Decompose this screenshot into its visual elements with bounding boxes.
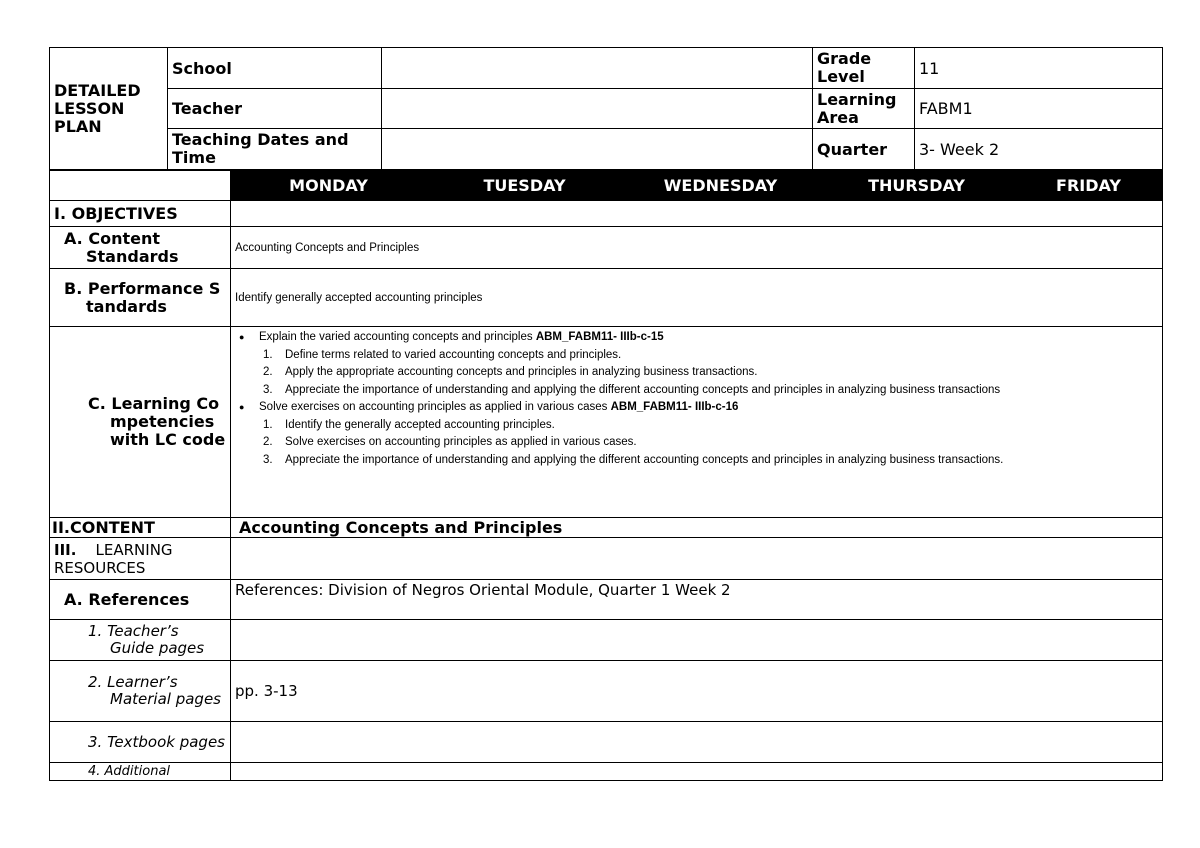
performance-standards-label: B. Performance Standards [50,269,231,327]
teaching-dates-label: Teaching Dates and Time [168,129,382,170]
content-standards-label: A. Content Standards [50,227,231,269]
lesson-plan-header-table [49,47,1163,170]
teachers-guide-value[interactable] [231,620,1163,661]
grade-level-value[interactable]: 11 [915,48,1163,89]
school-field[interactable] [382,48,813,89]
list-item: 3. Appreciate the importance of understanding and applying the different accounting concepts and principles in analyzing business transactions [263,383,1001,396]
competency-text: Solve exercises on accounting principles as applied in various cases [259,401,611,413]
day-tuesday: TUESDAY [427,171,623,201]
teacher-field[interactable] [382,89,813,129]
list-item: 1. Define terms related to varied accounting concepts and principles. [263,348,622,361]
additional-value[interactable] [231,763,1163,781]
competency-item [259,399,1158,469]
competency-item [259,329,1158,399]
additional-label: 4. Additional [50,763,231,781]
resources-text: LEARNING RESOURCES [54,540,173,577]
objectives-heading: I. OBJECTIVES [50,201,231,227]
day-monday: MONDAY [231,171,427,201]
teacher-label: Teacher [168,89,382,129]
learning-resources-value [231,538,1163,580]
plan-title: DETAILED LESSON PLAN [50,48,168,170]
school-label: School [168,48,382,89]
objectives-value [231,201,1163,227]
learning-area-label: Learning Area [813,89,915,129]
quarter-label: Quarter [813,129,915,170]
performance-standards-value: Identify generally accepted accounting principles [231,269,1163,327]
list-item: 1. Identify the generally accepted accounting principles. [263,418,555,431]
lesson-plan-main-table [49,170,1163,781]
competency-code: ABM_FABM11- IIIb-c-15 [535,331,664,343]
competency-subitems [259,347,1158,400]
competency-code: ABM_FABM11- IIIb-c-16 [610,401,739,413]
teachers-guide-label: 1. Teacher’s Guide pages [50,620,231,661]
day-wednesday: WEDNESDAY [623,171,819,201]
day-thursday: THURSDAY [819,171,1015,201]
grade-level-label: Grade Level [813,48,915,89]
competency-text: Explain the varied accounting concepts and principles [259,331,536,343]
content-standards-value: Accounting Concepts and Principles [231,227,1163,269]
resources-number: III. [54,540,77,559]
learners-material-value[interactable]: pp. 3-13 [231,661,1163,722]
competency-subitems [259,417,1158,470]
list-item: 3. Appreciate the importance of understanding and applying the different accounting concepts and principles in analyzing business transactions. [263,453,1004,466]
list-item: 2. Solve exercises on accounting principles as applied in various cases. [263,436,637,448]
days-corner [50,171,231,201]
list-item: 2. Apply the appropriate accounting concepts and principles in analyzing business transactions. [263,366,758,378]
learning-competencies-value [231,327,1163,518]
learners-material-label: 2. Learner’s Material pages [50,661,231,722]
textbook-value[interactable] [231,722,1163,763]
teaching-dates-field[interactable] [382,129,813,170]
learning-competencies-label: C. Learning Competencies with LC code [50,327,231,518]
learning-resources-heading [50,538,231,580]
references-label: A. References [50,580,231,620]
quarter-value[interactable]: 3- Week 2 [915,129,1163,170]
textbook-label: 3. Textbook pages [50,722,231,763]
learning-area-value[interactable]: FABM1 [915,89,1163,129]
competency-list [235,329,1158,469]
content-heading: II.CONTENT [50,518,231,538]
day-friday: FRIDAY [1015,171,1163,201]
content-value: Accounting Concepts and Principles [231,518,1163,538]
references-value: References: Division of Negros Oriental Module, Quarter 1 Week 2 [231,580,1163,620]
